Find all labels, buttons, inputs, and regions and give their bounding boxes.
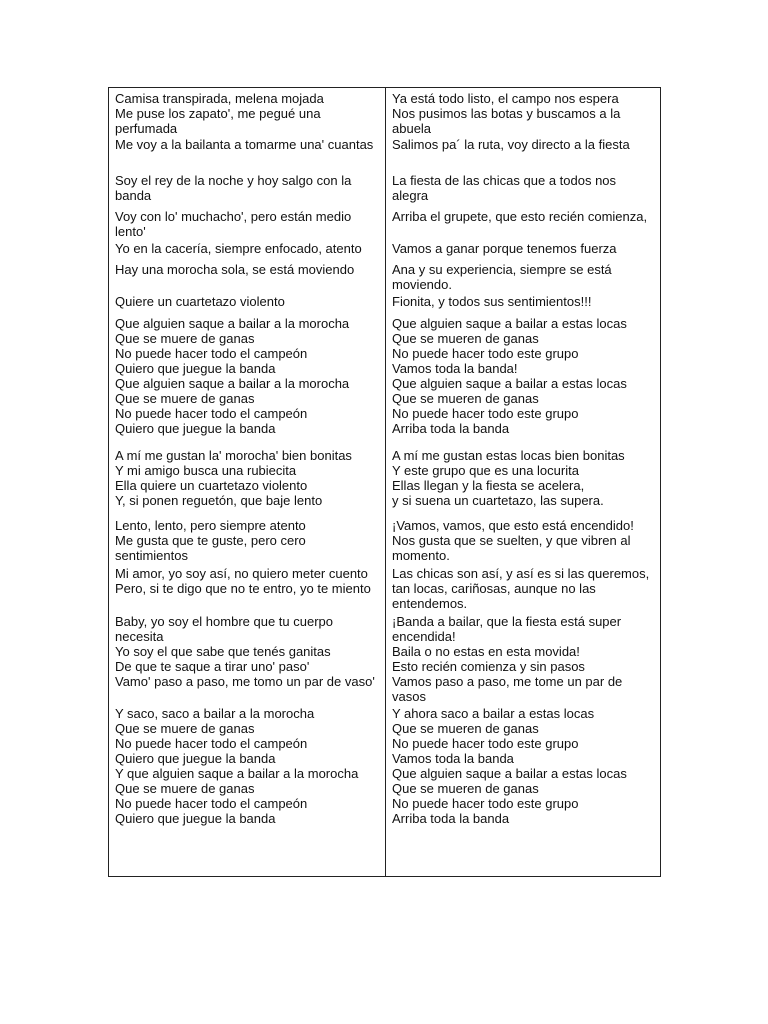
right-line: Que se mueren de ganas (392, 391, 539, 406)
left-block-2 (115, 137, 379, 173)
left-line: Quiero que juegue la banda (115, 751, 276, 766)
right-line: Que alguien saque a bailar a estas locas (392, 376, 627, 391)
left-line: Soy el rey de la noche y hoy salgo con la banda (115, 173, 352, 203)
left-line: Y que alguien saque a bailar a la morocha (115, 766, 359, 781)
original-lyrics-column (109, 88, 386, 876)
right-line: No puede hacer todo este grupo (392, 346, 579, 361)
right-line: No puede hacer todo este grupo (392, 796, 579, 811)
left-line: Quiero que juegue la banda (115, 361, 276, 376)
left-line: No puede hacer todo el campeón (115, 796, 308, 811)
left-line: Que se muere de ganas (115, 781, 255, 796)
left-block-7 (115, 294, 379, 316)
right-block-11 (392, 566, 654, 614)
left-block-9 (115, 448, 379, 518)
left-chorus-1 (115, 316, 379, 448)
right-block-12 (392, 614, 654, 706)
right-line: Arriba el grupete, que esto recién comienza, (392, 209, 648, 224)
left-line: Me voy a la bailanta a tomarme una' cuantas (115, 137, 374, 152)
right-block-3 (392, 173, 654, 209)
right-block-10 (392, 518, 654, 566)
right-line: Vamos toda la banda! (392, 361, 518, 376)
left-line: Que alguien saque a bailar a la morocha (115, 376, 350, 391)
right-line: Arriba toda la banda (392, 421, 510, 436)
right-line: La fiesta de las chicas que a todos nos alegra (392, 173, 617, 203)
left-block-3 (115, 173, 379, 209)
right-line: ¡Vamos, vamos, que esto está encendido! (392, 518, 634, 533)
right-line: Vamos toda la banda (392, 751, 514, 766)
left-line: Y mi amigo busca una rubiecita (115, 463, 297, 478)
right-block-5 (392, 241, 654, 262)
left-line: Pero, si te digo que no te entro, yo te miento (115, 581, 371, 596)
left-line: Quiero que juegue la banda (115, 421, 276, 436)
left-block-1 (115, 91, 379, 137)
right-line: A mí me gustan estas locas bien bonitas (392, 448, 625, 463)
left-line: Que se muere de ganas (115, 331, 255, 346)
left-line: Camisa transpirada, melena mojada (115, 91, 324, 106)
right-line: Que se mueren de ganas (392, 331, 539, 346)
right-block-7 (392, 294, 654, 316)
lyrics-table (108, 87, 661, 877)
right-block-6 (392, 262, 654, 294)
right-line: Que se mueren de ganas (392, 781, 539, 796)
left-line: Y, si ponen reguetón, que baje lento (115, 493, 323, 508)
right-line: No puede hacer todo este grupo (392, 406, 579, 421)
left-block-6 (115, 262, 379, 294)
right-line: Que alguien saque a bailar a estas locas (392, 766, 627, 781)
right-block-2 (392, 137, 654, 173)
left-line: Yo en la cacería, siempre enfocado, atento (115, 241, 362, 256)
left-block-5 (115, 241, 379, 262)
right-block-1 (392, 91, 654, 137)
left-line: Ella quiere un cuartetazo violento (115, 478, 308, 493)
right-line: Que se mueren de ganas (392, 721, 539, 736)
left-line: No puede hacer todo el campeón (115, 406, 308, 421)
left-line: Lento, lento, pero siempre atento (115, 518, 306, 533)
left-line: Yo soy el que sabe que tenés ganitas (115, 644, 331, 659)
left-block-11 (115, 566, 379, 614)
left-line: Que se muere de ganas (115, 391, 255, 406)
right-line: Las chicas son así, y así es si las queremos, tan locas, cariñosas, aunque no las entendemos. (392, 566, 650, 611)
right-line: Y ahora saco a bailar a estas locas (392, 706, 595, 721)
right-chorus-1 (392, 316, 654, 448)
left-line: Hay una morocha sola, se está moviendo (115, 262, 355, 277)
right-line: Esto recién comienza y sin pasos (392, 659, 585, 674)
right-line: Nos gusta que se suelten, y que vibren al momento. (392, 533, 631, 563)
parody-lyrics-column (386, 88, 660, 876)
left-line: Mi amor, yo soy así, no quiero meter cuento (115, 566, 368, 581)
left-line: Que alguien saque a bailar a la morocha (115, 316, 350, 331)
left-line: Voy con lo' muchacho', pero están medio lento' (115, 209, 352, 239)
left-line: No puede hacer todo el campeón (115, 346, 308, 361)
left-block-10 (115, 518, 379, 566)
right-line: No puede hacer todo este grupo (392, 736, 579, 751)
right-line: Ana y su experiencia, siempre se está moviendo. (392, 262, 612, 292)
right-line: Vamos a ganar porque tenemos fuerza (392, 241, 617, 256)
left-line: Que se muere de ganas (115, 721, 255, 736)
right-line: Fionita, y todos sus sentimientos!!! (392, 294, 592, 309)
left-line: Baby, yo soy el hombre que tu cuerpo necesita (115, 614, 333, 644)
right-block-4 (392, 209, 654, 241)
right-line: Baila o no estas en esta movida! (392, 644, 580, 659)
right-line: Vamos paso a paso, me tome un par de vasos (392, 674, 623, 704)
left-line: Y saco, saco a bailar a la morocha (115, 706, 315, 721)
right-line: Ya está todo listo, el campo nos espera (392, 91, 619, 106)
right-line: y si suena un cuartetazo, las supera. (392, 493, 604, 508)
left-line: Quiero que juegue la banda (115, 811, 276, 826)
right-line: Nos pusimos las botas y buscamos a la abuela (392, 106, 621, 136)
left-block-12 (115, 614, 379, 706)
right-line: Salimos pa´ la ruta, voy directo a la fiesta (392, 137, 630, 152)
right-line: Arriba toda la banda (392, 811, 510, 826)
right-line: ¡Banda a bailar, que la fiesta está super encendida! (392, 614, 622, 644)
left-line: Me puse los zapato', me pegué una perfumada (115, 106, 321, 136)
right-chorus-2 (392, 706, 654, 838)
left-line: A mí me gustan la' morocha' bien bonitas (115, 448, 352, 463)
left-line: Quiere un cuartetazo violento (115, 294, 285, 309)
right-block-9 (392, 448, 654, 518)
left-line: De que te saque a tirar uno' paso' (115, 659, 310, 674)
left-line: Vamo' paso a paso, me tomo un par de vaso' (115, 674, 375, 689)
right-line: Y este grupo que es una locurita (392, 463, 579, 478)
left-block-4 (115, 209, 379, 241)
right-line: Que alguien saque a bailar a estas locas (392, 316, 627, 331)
left-line: Me gusta que te guste, pero cero sentimientos (115, 533, 306, 563)
left-line: No puede hacer todo el campeón (115, 736, 308, 751)
right-line: Ellas llegan y la fiesta se acelera, (392, 478, 585, 493)
left-chorus-2 (115, 706, 379, 838)
